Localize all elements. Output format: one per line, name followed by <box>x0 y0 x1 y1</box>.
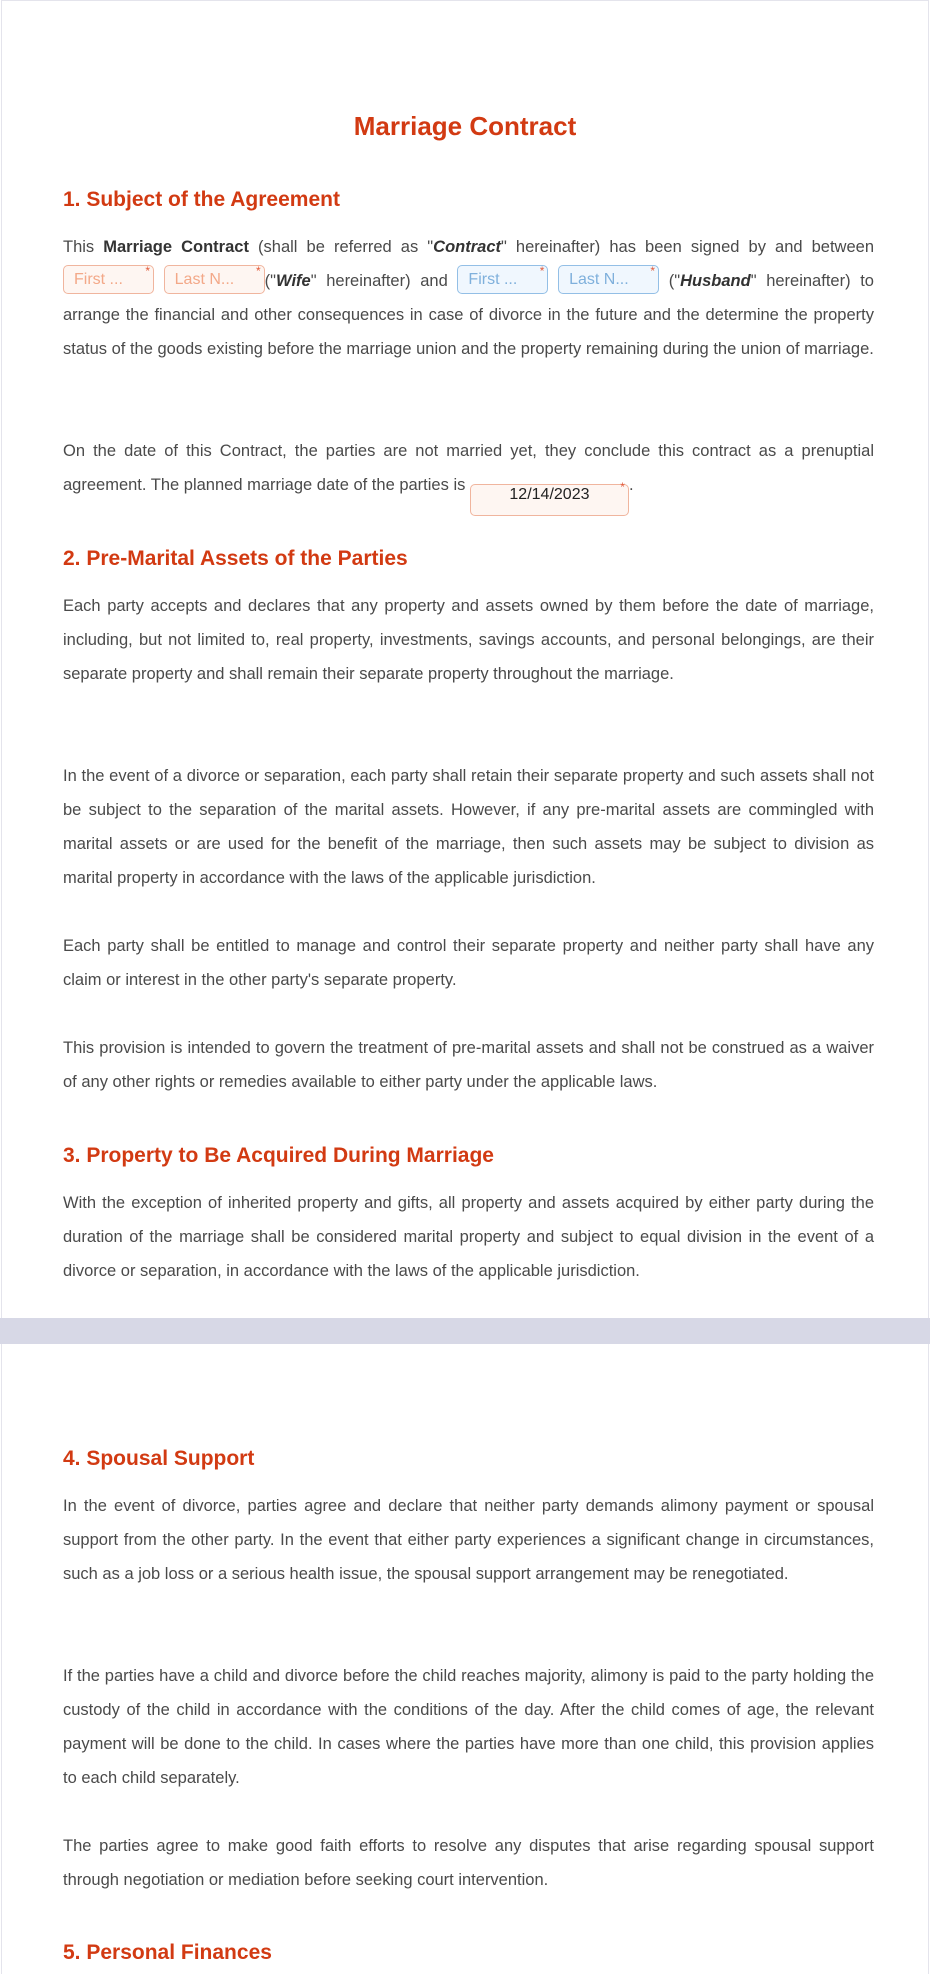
paragraph-spousal-support-2: If the parties have a child and divorce before the child reaches majority, alimony is paid to the party holding the custody of the child in accordance with the conditions of the day. After the child comes of age, the relevant payment will be done to the child. In cases where the parties have more than one child, this provision applies to each child separately. <box>63 1667 874 1787</box>
husband-term: Husband <box>680 272 751 290</box>
paragraph-marriage-date: On the date of this Contract, the parties are not married yet, they conclude this contract as a prenuptial agreement. The planned marriage date of the parties is 12/14/2023 * . <box>63 434 874 516</box>
document-page-1 <box>1 0 929 1318</box>
wife-last-name-placeholder: Last N... <box>174 271 235 289</box>
required-marker: * <box>145 264 150 279</box>
section-heading-personal-finances: 5. Personal Finances <box>63 1941 272 1964</box>
husband-last-name-field[interactable] <box>558 265 659 294</box>
section-heading-subject: 1. Subject of the Agreement <box>63 188 340 211</box>
paragraph-acquired-property: With the exception of inherited property and gifts, all property and assets acquired by either party during the duration of the marriage shall be considered marital property and subject to equal division in the event of a divorce or separation, in accordance with the laws of the applicable jurisdiction. <box>63 1194 874 1280</box>
paragraph-spousal-support-1: In the event of divorce, parties agree and declare that neither party demands alimony payment or spousal support from the other party. In the event that either party experiences a significant change in circumstances, such as a job loss or a serious health issue, the spousal support arrangement may be renegotiated. <box>63 1497 874 1583</box>
husband-first-name-placeholder: First ... <box>468 271 518 289</box>
section-heading-acquired-property: 3. Property to Be Acquired During Marriage <box>63 1144 494 1167</box>
contract-term: Contract <box>433 238 501 256</box>
required-marker: * <box>255 264 261 279</box>
paragraph-spousal-support-3: The parties agree to make good faith efforts to resolve any disputes that arise regarding spousal support through negotiation or mediation before seeking court intervention. <box>63 1837 874 1889</box>
paragraph-pre-marital-2: In the event of a divorce or separation, each party shall retain their separate property and such assets shall not be subject to the separation of the marital assets. However, if any pre-marital assets are commingled with marital assets or are used for the benefit of the marriage, then such assets may be subject to division as marital property in accordance with the laws of the applicable jurisdiction. <box>63 767 874 887</box>
wife-first-name-placeholder: First ... <box>74 271 123 289</box>
required-marker: * <box>539 264 545 279</box>
page-separator <box>0 1318 930 1344</box>
paragraph-pre-marital-4: This provision is intended to govern the treatment of pre-marital assets and shall not be construed as a waiver of any other rights or remedies available to either party under the applicable laws. <box>63 1039 874 1091</box>
marriage-date-field[interactable] <box>470 480 629 516</box>
paragraph-pre-marital-3: Each party shall be entitled to manage and control their separate property and neither party shall have any claim or interest in the other party's separate property. <box>63 937 874 989</box>
paragraph-pre-marital-1: Each party accepts and declares that any property and assets owned by them before the date of marriage, including, but not limited to, real property, investments, savings accounts, and personal belongings, are their separate property and shall remain their separate property throughout the marriage. <box>63 597 874 683</box>
required-marker: * <box>650 264 656 279</box>
document-title: Marriage Contract <box>353 111 577 141</box>
section-heading-pre-marital-assets: 2. Pre-Marital Assets of the Parties <box>63 547 408 570</box>
husband-last-name-placeholder: Last N... <box>569 271 629 289</box>
paragraph-subject-parties: This Marriage Contract (shall be referred as "Contract" hereinafter) has been signed by and between First ... * Last N... * ("Wife" hereinafter) and First ... * Last N... * ("Husband" hereinafter) to arrange the financial and other consequences in case of divorce in the future and the determine the property status of the goods existing before the marriage union and the property remaining during the union of marriage. <box>63 238 875 358</box>
required-marker: * <box>620 480 625 494</box>
wife-term: Wife <box>276 272 311 290</box>
marriage-date-value: 12/14/2023 <box>509 486 590 503</box>
contract-name: Marriage Contract <box>103 238 249 256</box>
husband-first-name-field[interactable] <box>457 265 548 294</box>
wife-first-name-field[interactable] <box>63 265 154 294</box>
wife-last-name-field[interactable] <box>164 265 265 294</box>
section-heading-spousal-support: 4. Spousal Support <box>63 1447 255 1470</box>
document-page-2 <box>1 1344 929 1974</box>
